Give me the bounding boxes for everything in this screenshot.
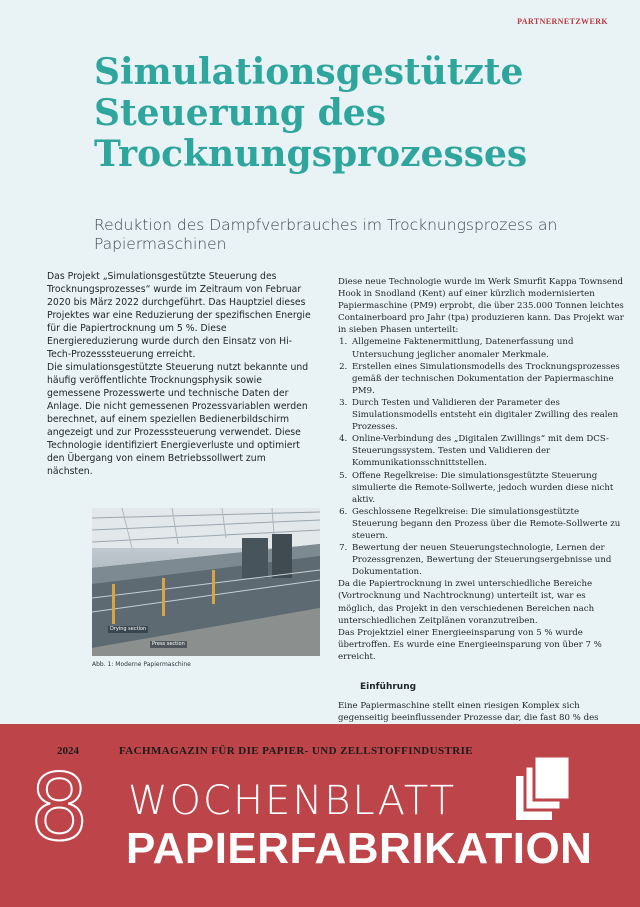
drying-section-label: Drying section (110, 626, 147, 632)
paper-machine-illustration (92, 508, 320, 656)
issue-year: 2024 (57, 745, 79, 757)
list-item: 6. Geschlossene Regelkreise: Die simulationsgestützte Steuerung begann den Prozess über die Remote-Sollwerte zu steuern. (350, 506, 624, 542)
right-column (338, 276, 624, 663)
article-title: Simulationsgestützte Steuerung des Trocknungsprozesses (94, 51, 528, 175)
section-heading: Einführung (360, 682, 417, 692)
section-tag: PARTNERNETZWERK (517, 17, 608, 26)
result-paragraph: Das Projektziel einer Energieeinsparung von 5 % wurde übertroffen. Es wurde eine Energieeinsparung von über 7 % erreicht. (338, 627, 602, 662)
phases-list (338, 336, 624, 578)
list-item: 2. Erstellen eines Simulationsmodells des Trocknungsprozesses gemäß der technischen Dokumentation der Papiermaschine PM9. (350, 361, 624, 397)
paper-machine-photo (92, 508, 320, 656)
magazine-tagline: FACHMAGAZIN FÜR DIE PAPIER- UND ZELLSTOFFINDUSTRIE (119, 745, 474, 757)
brand-name-top: WOCHENBLATT (128, 778, 457, 824)
list-item: 5. Offene Regelkreise: Die simulationsgestützte Steuerung simulierte die Remote-Sollwerte, jedoch wurden diese nicht aktiv. (350, 470, 624, 506)
figure-caption: Abb. 1: Moderne Papiermaschine (92, 661, 191, 668)
issue-number: 8 (30, 754, 89, 861)
paper-stack-logo-icon (512, 756, 570, 822)
section-text: Eine Papiermaschine stellt einen riesigen Komplex sich gegenseitig beeinflussender Prozesse dar, die fast 80 % des (338, 701, 599, 724)
list-item: 3. Durch Testen und Validieren der Parameter des Simulationsmodells entsteht ein digitaler Zwilling des realen Prozesses. (350, 397, 624, 433)
intro-paragraph: Diese neue Technologie wurde im Werk Smurfit Kappa Townsend Hook in Snodland (Kent) auf einer kürzlich modernisierten Papiermaschine (PM9) erprobt, die über 235.000 Tonnen leichtes Containerboard pro Jahr (tpa) produzieren kann. Das Projekt war in sieben Phasen unterteilt: (338, 277, 624, 336)
lead-paragraph: Das Projekt „Simulationsgestützte Steuerung des Trocknungsprozesses“ wurde im Zeitraum von Februar 2020 bis März 2022 durchgeführt. Das Hauptziel dieses Projektes war eine Reduzierung der spezifischen Energie für die Papiertrocknung um 5 %. Diese Energiereduzierung wurde durch den Einsatz von Hi-Tech-Prozesssteuerung erreicht. (47, 271, 311, 360)
magazine-footer-banner (0, 724, 640, 907)
body-paragraph: Die simulationsgestützte Steuerung nutzt bekannte und häufig veröffentlichte Trocknungsphysik sowie gemessene Prozesswerte und technische Daten der Anlage. Die nicht gemessenen Prozessvariablen werden berechnet, auf einem speziellen Bedienerbildschirm angezeigt und zur Prozesssteuerung verwendet. Diese Technologie identifiziert Energieverluste und optimiert den Übergang von einem Betriebssollwert zum nächsten. (47, 362, 309, 477)
left-column (47, 270, 313, 478)
article-subtitle: Reduktion des Dampfverbrauches im Trocknungsprozess an Papiermaschinen (94, 216, 558, 253)
brand-name-bottom: PAPIERFABRIKATION (126, 824, 593, 873)
list-item: 4. Online-Verbindung des „Digitalen Zwillings“ mit dem DCS-Steuerungssystem. Testen und Validieren der Kommunikationsschnittstellen. (350, 433, 624, 469)
list-item: 7. Bewertung der neuen Steuerungstechnologie, Lernen der Prozessgrenzen, Bewertung der Steuerungsergebnisse und Dokumentation. (350, 542, 624, 578)
list-item: 1. Allgemeine Faktenermittlung, Datenerfassung und Untersuchung jeglicher anomaler Merkmale. (350, 336, 624, 360)
sections-paragraph: Da die Papiertrocknung in zwei unterschiedliche Bereiche (Vortrocknung und Nachtrocknung) unterteilt ist, war es möglich, das Projekt in den verschiedenen Bereichen nach unterschiedlichen Zeitplänen voranzutreiben. (338, 579, 595, 626)
press-section-label: Press section (152, 641, 185, 647)
